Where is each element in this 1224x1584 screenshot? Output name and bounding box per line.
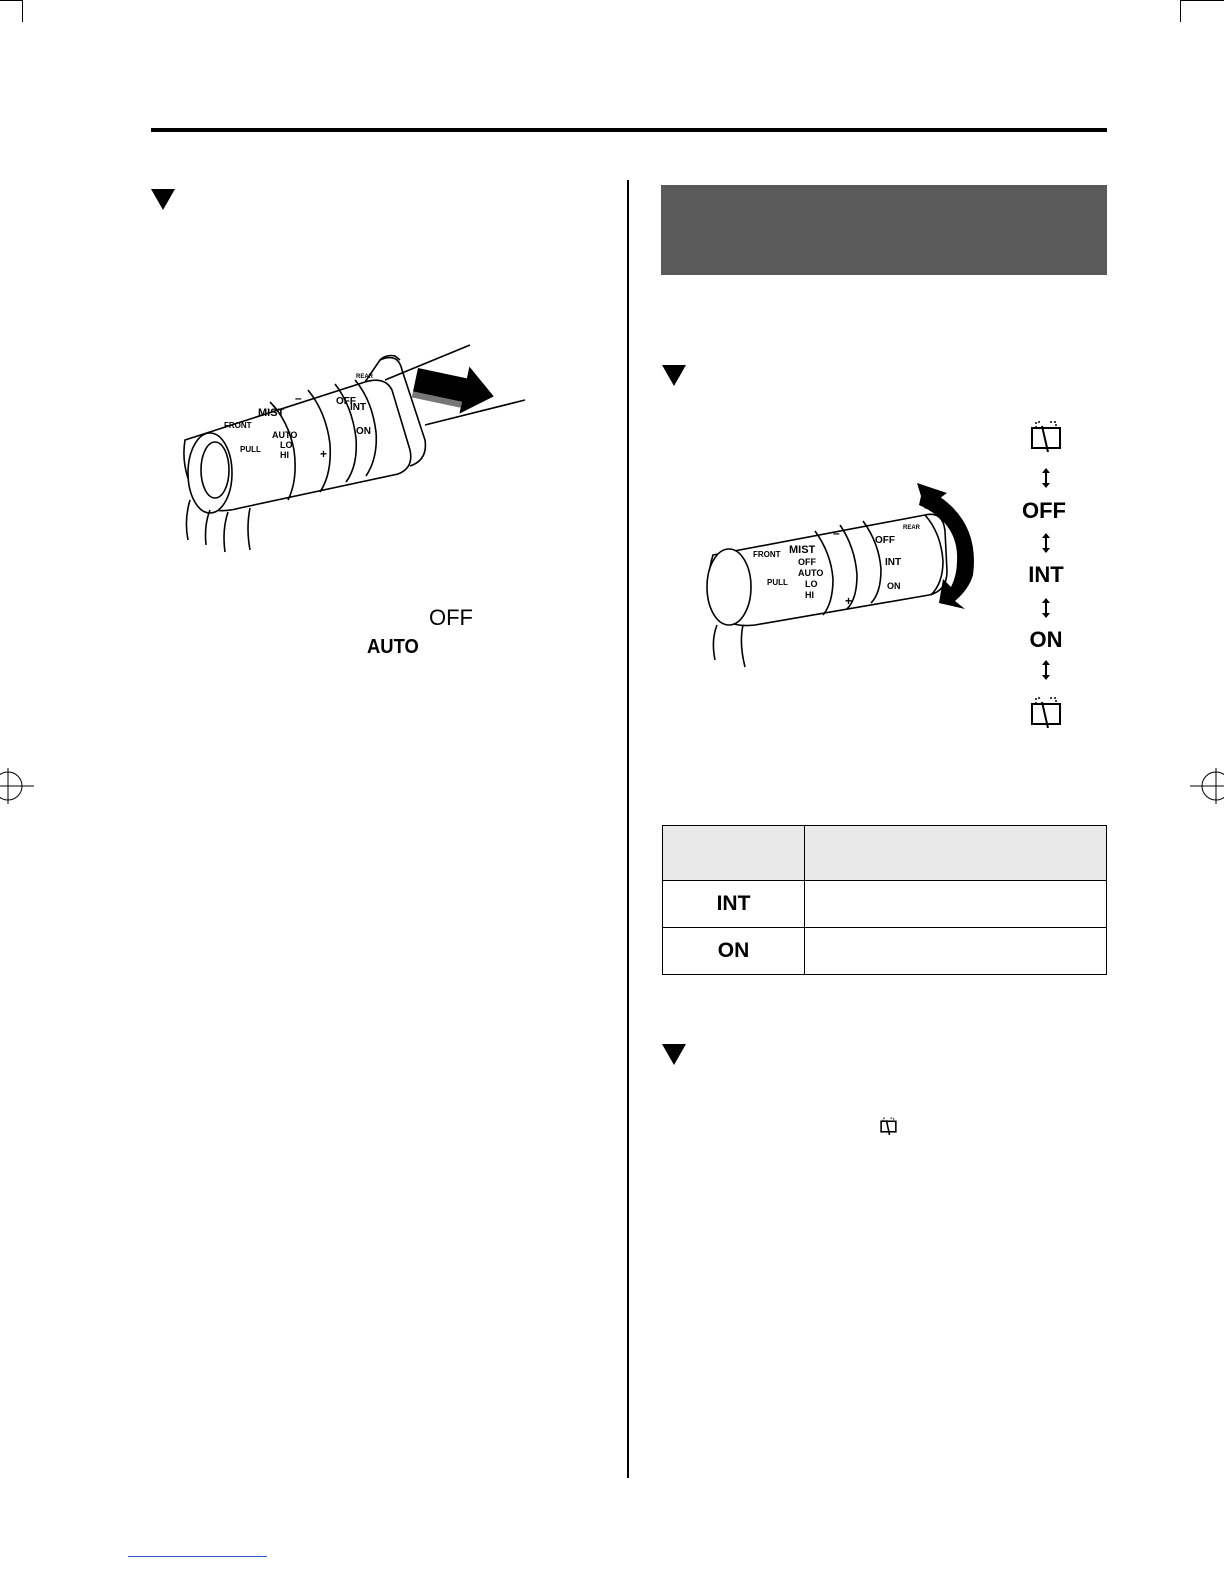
registration-mark-right [1184, 766, 1224, 806]
lever-label-minus: – [833, 526, 840, 540]
lever-label-lo: LO [280, 440, 293, 450]
lever-label-int: INT [885, 557, 902, 568]
header-rule [151, 128, 1107, 132]
up-down-arrow [1040, 467, 1052, 489]
section-banner [661, 185, 1107, 275]
lever-label-front: FRONT [224, 421, 252, 430]
inline-label-off: OFF [429, 605, 473, 630]
position-on: ON [1029, 627, 1063, 652]
lever-label-hi: HI [805, 590, 814, 600]
table-cell-position: INT [663, 881, 805, 928]
lever-label-rear: REAR [903, 525, 921, 531]
table-header-row [663, 826, 1107, 881]
lever-label-off: OFF [875, 535, 895, 546]
column-divider [627, 180, 629, 1478]
lever-label-plus: + [320, 447, 328, 461]
up-down-arrow [1040, 532, 1052, 554]
position-int: INT [1028, 562, 1064, 587]
table-cell-position: ON [663, 928, 805, 975]
up-down-arrow [1040, 597, 1052, 619]
rear-washer-icon [880, 1116, 898, 1136]
rear-washer-icon [1030, 694, 1064, 728]
lever-label-int: INT [350, 402, 367, 413]
lever-label-on: ON [356, 426, 371, 437]
lever-label-pull: PULL [240, 445, 261, 454]
lever-label-pull: PULL [767, 578, 788, 587]
lever-label-lo: LO [805, 579, 818, 589]
table-header-cell [663, 826, 805, 881]
section-marker-triangle [662, 365, 686, 386]
lever-label-hi: HI [280, 450, 289, 460]
table-header-cell [805, 826, 1107, 881]
lever-label-on: ON [887, 581, 901, 591]
lever-label-auto: AUTO [798, 568, 824, 578]
lever-label-rear: REAR [356, 374, 374, 380]
registration-mark-left [0, 766, 40, 806]
lever-label-plus: + [845, 594, 853, 608]
rear-washer-icon [1030, 418, 1064, 452]
footer-link-underline[interactable] [128, 1556, 267, 1557]
wiper-lever-pull-illustration [170, 340, 530, 555]
lever-label-minus: – [295, 391, 302, 405]
section-marker-triangle [151, 189, 175, 210]
table-row [663, 928, 1107, 975]
lever-label-auto: AUTO [272, 430, 298, 440]
rear-wiper-lever-illustration [695, 475, 995, 670]
position-off: OFF [1022, 498, 1066, 523]
up-down-arrow [1040, 659, 1052, 681]
inline-label-auto: AUTO [367, 636, 419, 658]
table-cell-function [805, 881, 1107, 928]
lever-label-mist: MIST [258, 407, 285, 419]
lever-label-off-front: OFF [798, 557, 816, 567]
section-marker-triangle [662, 1044, 686, 1065]
switch-position-table [662, 825, 1107, 975]
lever-label-mist: MIST [789, 544, 816, 556]
table-row [663, 881, 1107, 928]
lever-label-off: OFF [336, 396, 356, 407]
table-cell-function [805, 928, 1107, 975]
lever-label-front: FRONT [753, 550, 781, 559]
